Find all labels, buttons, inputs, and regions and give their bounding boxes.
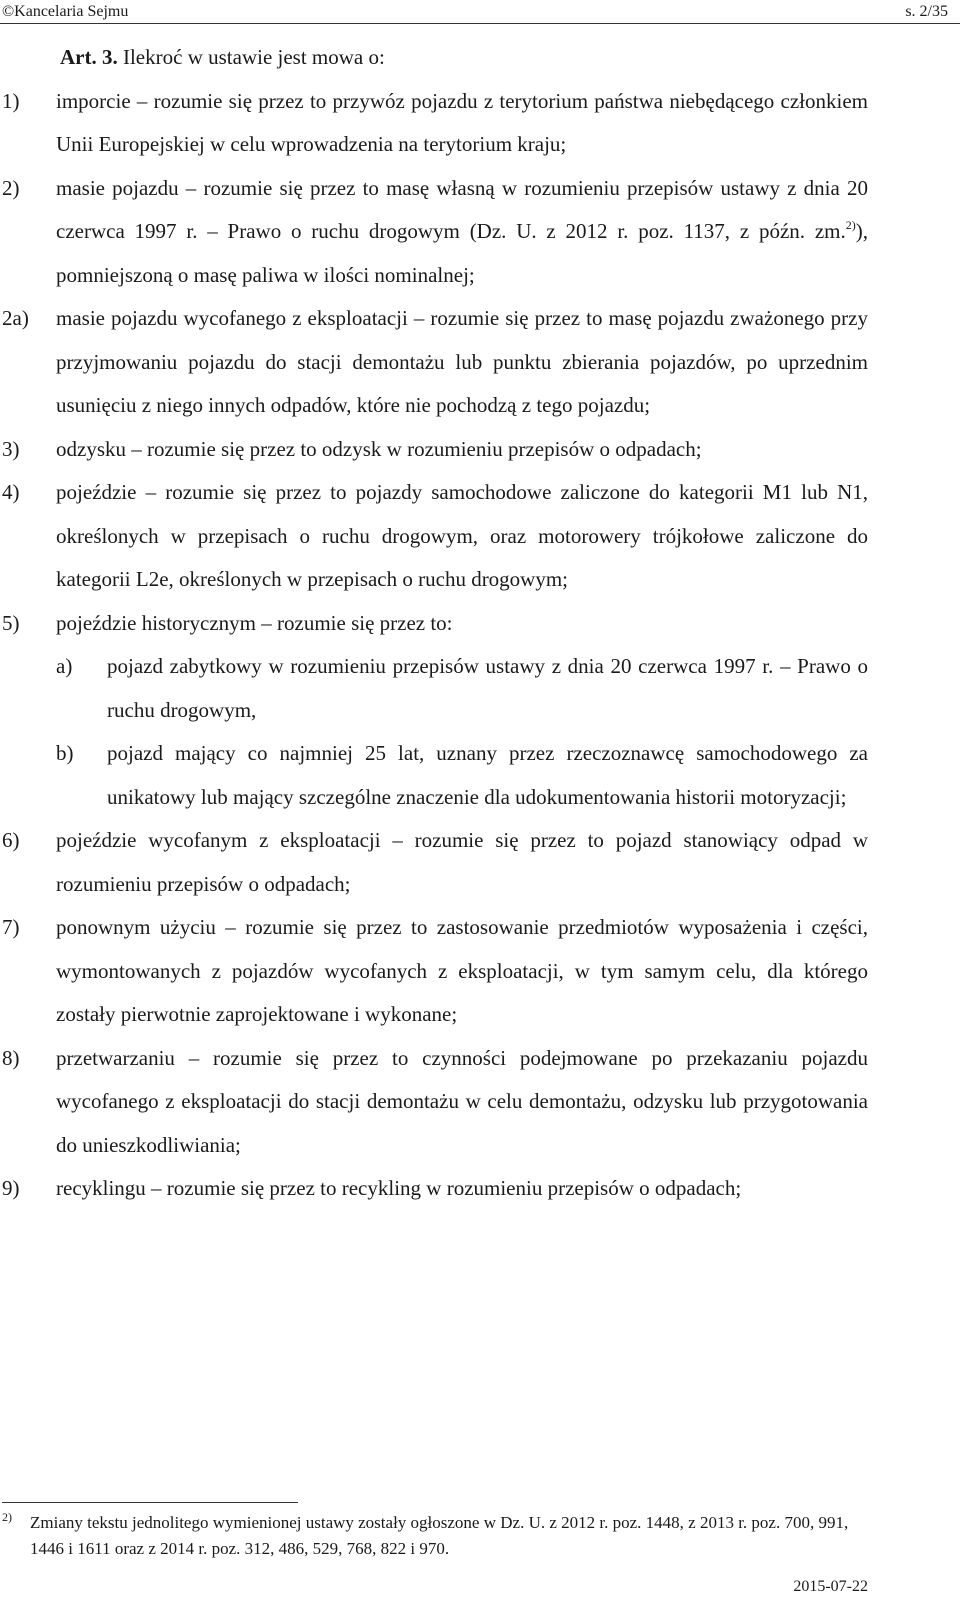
article-intro: Ilekroć w ustawie jest mowa o: (122, 45, 385, 69)
article-label: Art. 3. (60, 45, 118, 69)
document-body (0, 36, 960, 1211)
subitem-text: pojazd zabytkowy w rozumieniu przepisów ustawy z dnia 20 czerwca 1997 r. – Prawo o ruchu drogowym, (107, 654, 868, 722)
item-number: 5) (2, 610, 20, 635)
item-text: imporcie – rozumie się przez to przywóz pojazdu z terytorium państwa niebędącego członkiem Unii Europejskiej w celu wprowadzenia na terytorium kraju; (56, 88, 868, 156)
definition-item (0, 602, 960, 646)
definition-subitem (0, 732, 960, 819)
article-heading (0, 36, 960, 80)
footnote-text: Zmiany tekstu jednolitego wymienionej ustawy zostały ogłoszone w Dz. U. z 2012 r. poz. 1448, z 2013 r. poz. 700, 991, 1446 i 1611 oraz z 2014 r. poz. 312, 486, 529, 768, 822 i 970. (30, 1513, 849, 1558)
item-text: masie pojazdu – rozumie się przez to masę własną w rozumieniu przepisów ustawy z dnia 20 czerwca 1997 r. – Prawo o ruchu drogowym (Dz. U. z 2012 r. poz. 1137, z późn. zm. (56, 175, 868, 243)
item-text: ponownym użyciu – rozumie się przez to zastosowanie przedmiotów wyposażenia i części, wymontowanych z pojazdów wycofanych z eksploatacji, w tym samym celu, dla którego zostały pierwotnie zaprojektowane i wykonane; (56, 915, 868, 1026)
definition-subitem (0, 645, 960, 732)
definition-item (0, 428, 960, 472)
definition-item (0, 297, 960, 428)
header-divider (0, 23, 960, 24)
item-text: pojeździe – rozumie się przez to pojazdy samochodowe zaliczone do kategorii M1 lub N1, określonych w przepisach o ruchu drogowym, oraz motorowery trójkołowe zaliczone do kategorii L2e, określonych w przepisach o ruchu drogowym; (56, 480, 868, 591)
footnote-ref[interactable]: 2) (845, 218, 856, 232)
page-header (0, 0, 960, 23)
item-number: 9) (2, 1176, 20, 1200)
item-number: 6) (2, 828, 20, 852)
definition-item (0, 80, 960, 167)
subitem-letter: a) (56, 654, 73, 678)
subitem-text: pojazd mający co najmniej 25 lat, uznany przez rzeczoznawcę samochodowego za unikatowy lub mający szczególne znaczenie dla udokumentowania historii motoryzacji; (107, 741, 868, 809)
item-number: 4) (2, 480, 20, 504)
item-number: 2a) (2, 306, 29, 330)
definition-item (0, 1037, 960, 1168)
item-number: 2) (2, 175, 20, 200)
item-number: 1) (2, 88, 20, 113)
footnote-number: 2) (2, 1510, 12, 1524)
definition-item (0, 906, 960, 1037)
definition-item (0, 819, 960, 906)
item-text: przetwarzaniu – rozumie się przez to czynności podejmowane po przekazaniu pojazdu wycofanego z eksploatacji do stacji demontażu w celu demontażu, odzysku lub przygotowania do unieszkodliwiania; (56, 1045, 868, 1157)
item-text: pojeździe historycznym – rozumie się przez to: (56, 610, 453, 635)
item-number: 8) (2, 1045, 20, 1070)
subitem-letter: b) (56, 741, 74, 765)
footnote-divider (2, 1502, 298, 1503)
header-copyright: ©Kancelaria Sejmu (2, 3, 129, 20)
item-text: odzysku – rozumie się przez to odzysk w rozumieniu przepisów o odpadach; (56, 436, 702, 461)
item-text-cont: ), pomniejszoną o masę paliwa w ilości nominalnej; (56, 219, 868, 287)
item-text: pojeździe wycofanym z eksploatacji – rozumie się przez to pojazd stanowiący odpad w rozumieniu przepisów o odpadach; (56, 828, 868, 896)
document-date: 2015-07-22 (793, 1578, 868, 1595)
page-number: s. 2/35 (905, 3, 948, 20)
footnote (0, 1510, 960, 1562)
definition-item (0, 167, 960, 298)
item-number: 7) (2, 915, 20, 939)
item-number: 3) (2, 436, 20, 461)
definition-item (0, 471, 960, 602)
definition-item (0, 1167, 960, 1211)
item-text: recyklingu – rozumie się przez to recykling w rozumieniu przepisów o odpadach; (56, 1176, 742, 1200)
item-text: masie pojazdu wycofanego z eksploatacji – rozumie się przez to masę pojazdu zważonego przy przyjmowaniu pojazdu do stacji demontażu lub punktu zbierania pojazdów, po uprzednim usunięciu z niego innych odpadów, które nie pochodzą z tego pojazdu; (56, 306, 868, 417)
